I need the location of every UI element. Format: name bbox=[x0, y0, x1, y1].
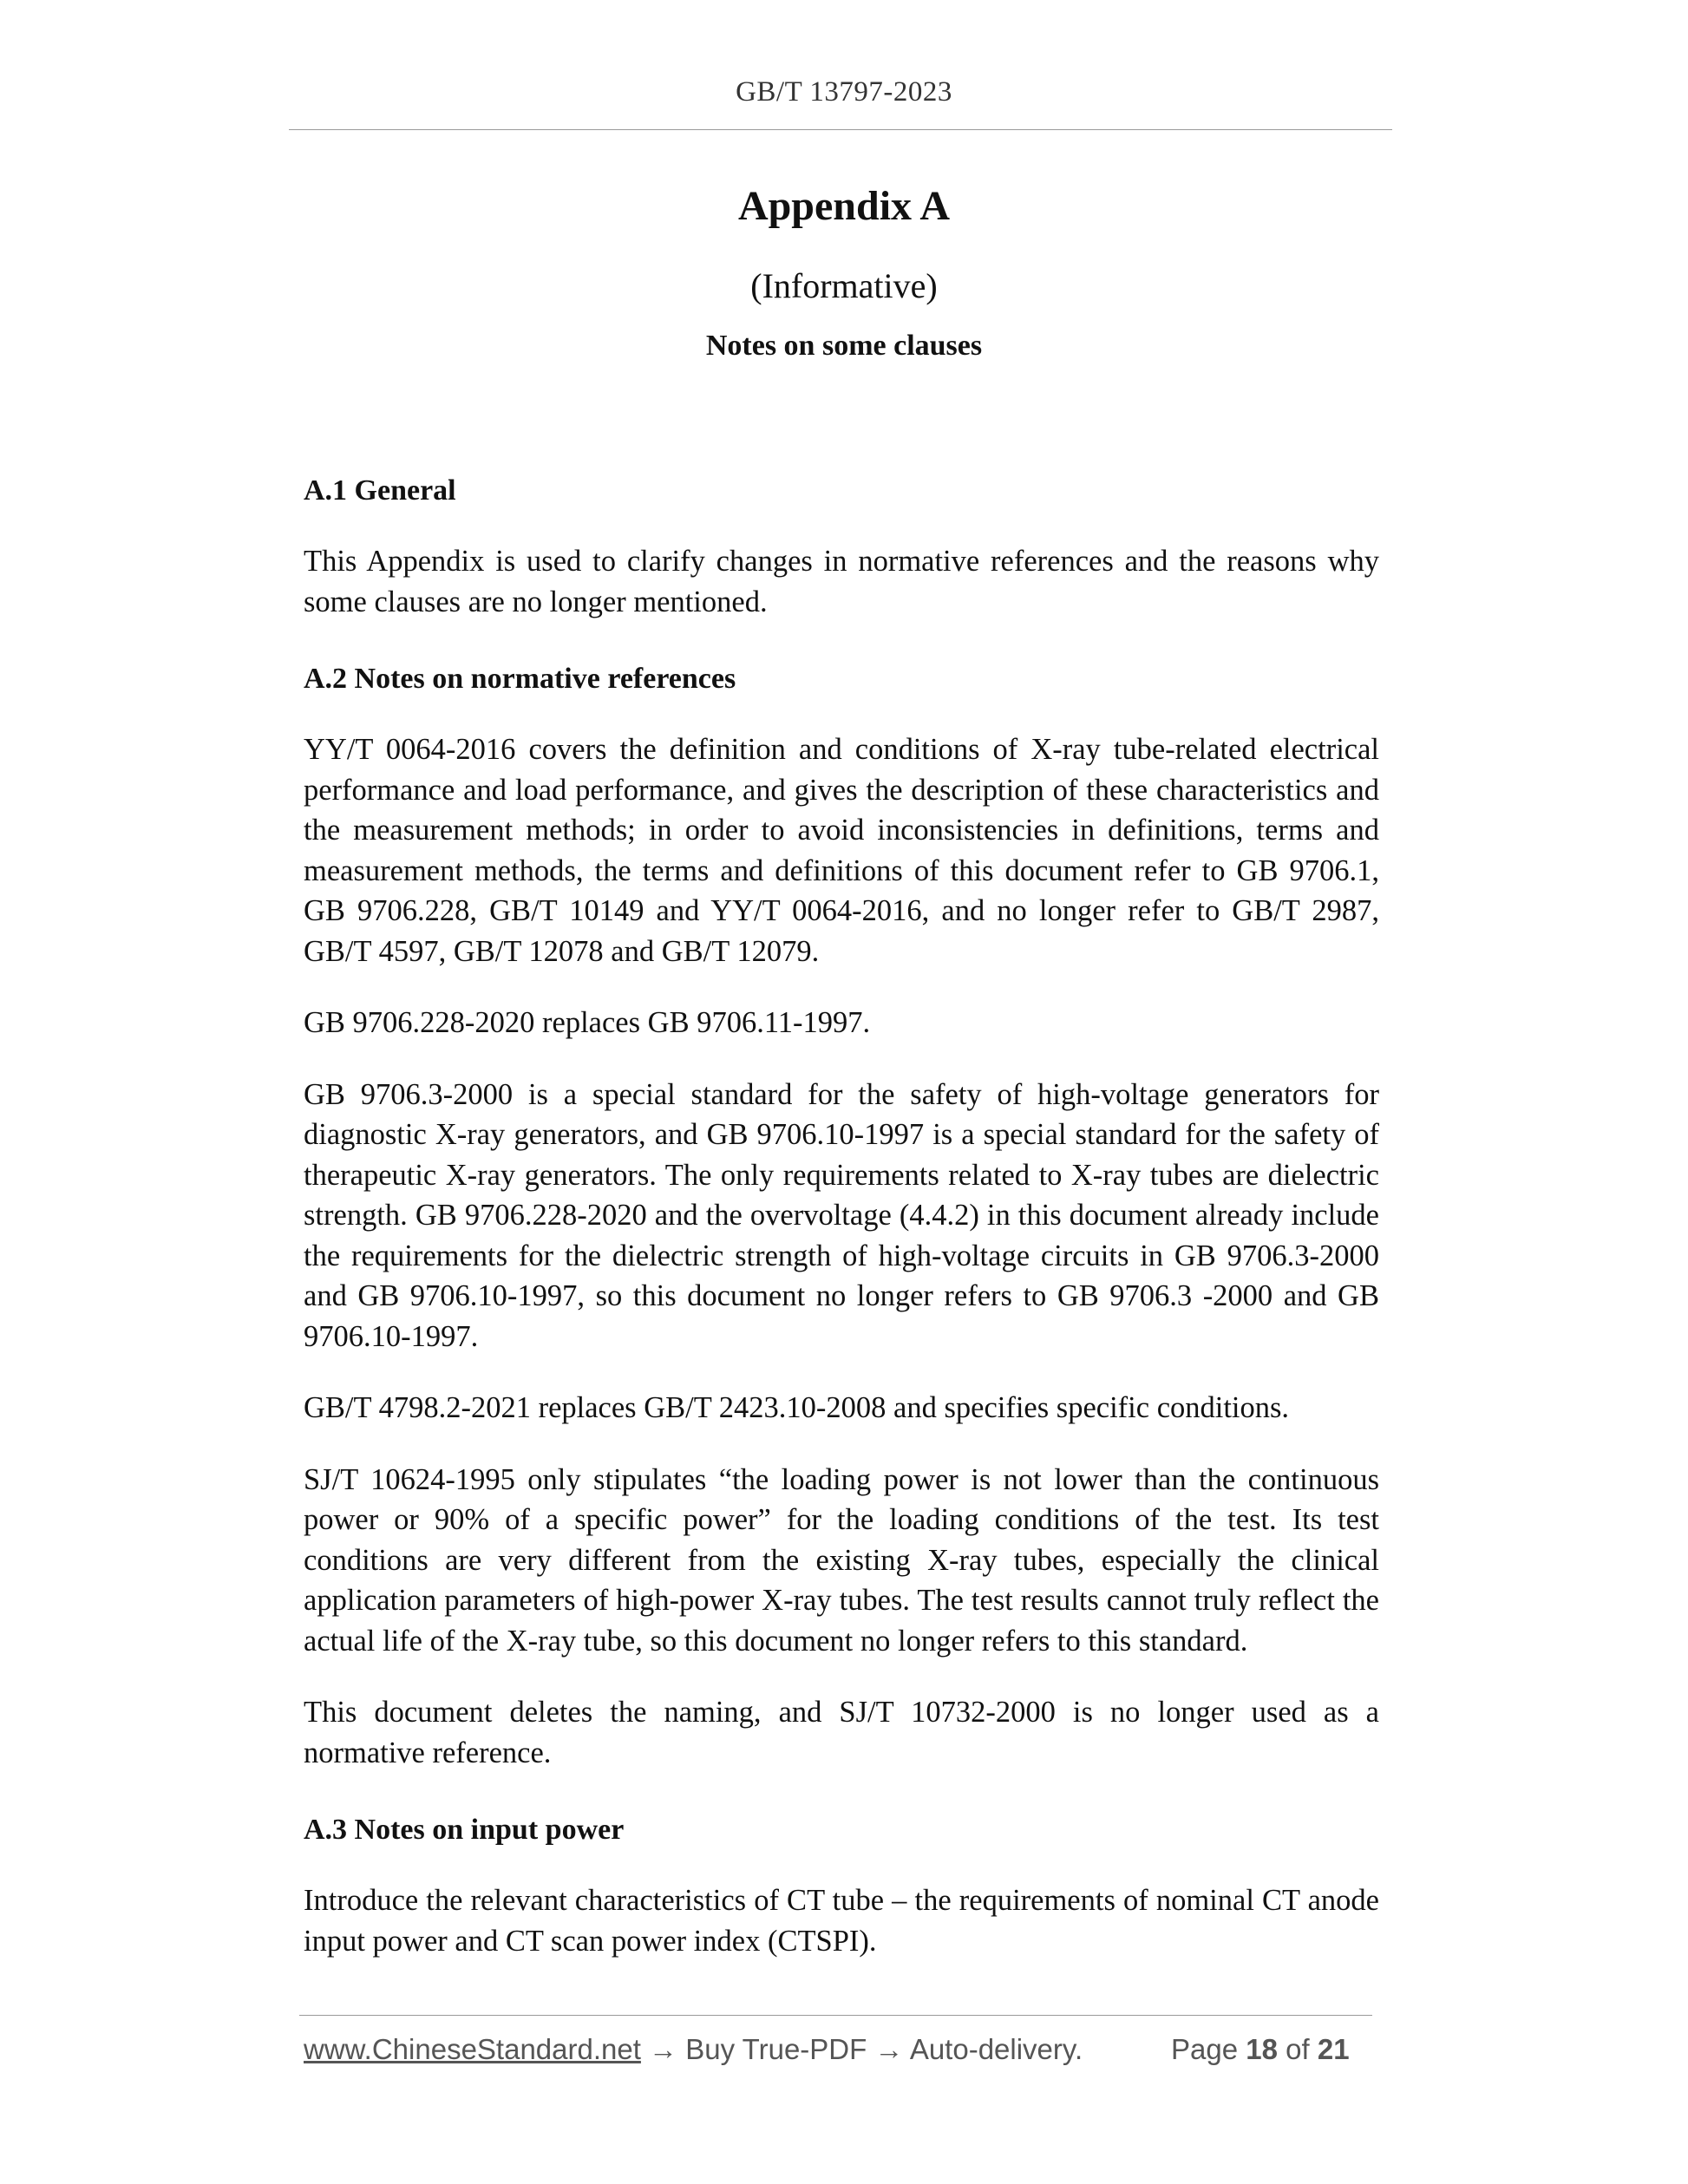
paragraph: SJ/T 10624-1995 only stipulates “the loading power is not lower than the continuous power or 90% of a specific power” for the loading conditions of the test. Its test conditions are very different from the existing X-ray tubes, especially the clinical application parameters of high-power X-ray tubes. The test results cannot truly reflect the actual life of the X-ray tube, so this document no longer refers to this standard. bbox=[304, 1462, 1379, 1658]
paragraph: Introduce the relevant characteristics of CT tube – the requirements of nominal CT anode input power and CT scan power index (CTSPI). bbox=[304, 1884, 1379, 1958]
paragraph: This document deletes the naming, and SJ/T 10732-2000 is no longer used as a normative reference. bbox=[304, 1696, 1379, 1769]
footer-promo-text: → Buy True-PDF → Auto-delivery. bbox=[640, 2033, 1083, 2065]
page-current: 18 bbox=[1246, 2033, 1278, 2065]
page-label: Page bbox=[1171, 2033, 1239, 2065]
header-divider bbox=[289, 129, 1392, 130]
paragraph: GB/T 4798.2-2021 replaces GB/T 2423.10-2008 and specifies specific conditions. bbox=[304, 1391, 1290, 1424]
section-heading-a1: A.1 General bbox=[304, 474, 456, 507]
paragraph: YY/T 0064-2016 covers the definition and conditions of X-ray tube-related electrical performance and load performance, and gives the description of these characteristics and the measurement methods; in order to avoid inconsistencies in definitions, terms and measurement methods, the terms and definitions of this document refer to GB 9706.1, GB 9706.228, GB/T 10149 and YY/T 0064-2016, and no longer refer to GB/T 2987, GB/T 4597, GB/T 12078 and GB/T 12079. bbox=[304, 733, 1379, 968]
paragraph: GB 9706.3-2000 is a special standard for the safety of high-voltage generators for diagnostic X-ray generators, and GB 9706.10-1997 is a special standard for the safety of therapeutic X-ray generators. The only requirements related to X-ray tubes are dielectric strength. GB 9706.228-2020 and the overvoltage (4.4.2) in this document already include the requirements for the dielectric strength of high-voltage circuits in GB 9706.3-2000 and GB 9706.10-1997, so this document no longer refers to GB 9706.3 -2000 and GB 9706.10-1997. bbox=[304, 1077, 1379, 1353]
document-body bbox=[304, 465, 1379, 1992]
page-of-label: of bbox=[1286, 2033, 1310, 2065]
paragraph: This Appendix is used to clarify changes in normative references and the reasons why some clauses are no longer mentioned. bbox=[304, 545, 1379, 618]
page-number bbox=[1171, 2033, 1350, 2066]
appendix-caption: Notes on some clauses bbox=[705, 330, 983, 362]
footer-divider bbox=[299, 2015, 1372, 2016]
section-heading-a2: A.2 Notes on normative references bbox=[304, 663, 736, 695]
appendix-title: Appendix A bbox=[737, 183, 951, 229]
paragraph: GB 9706.228-2020 replaces GB 9706.11-1997. bbox=[304, 1006, 871, 1039]
page-total: 21 bbox=[1317, 2033, 1350, 2065]
appendix-subtitle: (Informative) bbox=[750, 266, 938, 305]
website-link[interactable]: www.ChineseStandard.net bbox=[304, 2033, 641, 2065]
footer-promo bbox=[304, 2033, 1083, 2066]
running-header: GB/T 13797-2023 bbox=[736, 76, 952, 108]
section-heading-a3: A.3 Notes on input power bbox=[304, 1814, 625, 1846]
